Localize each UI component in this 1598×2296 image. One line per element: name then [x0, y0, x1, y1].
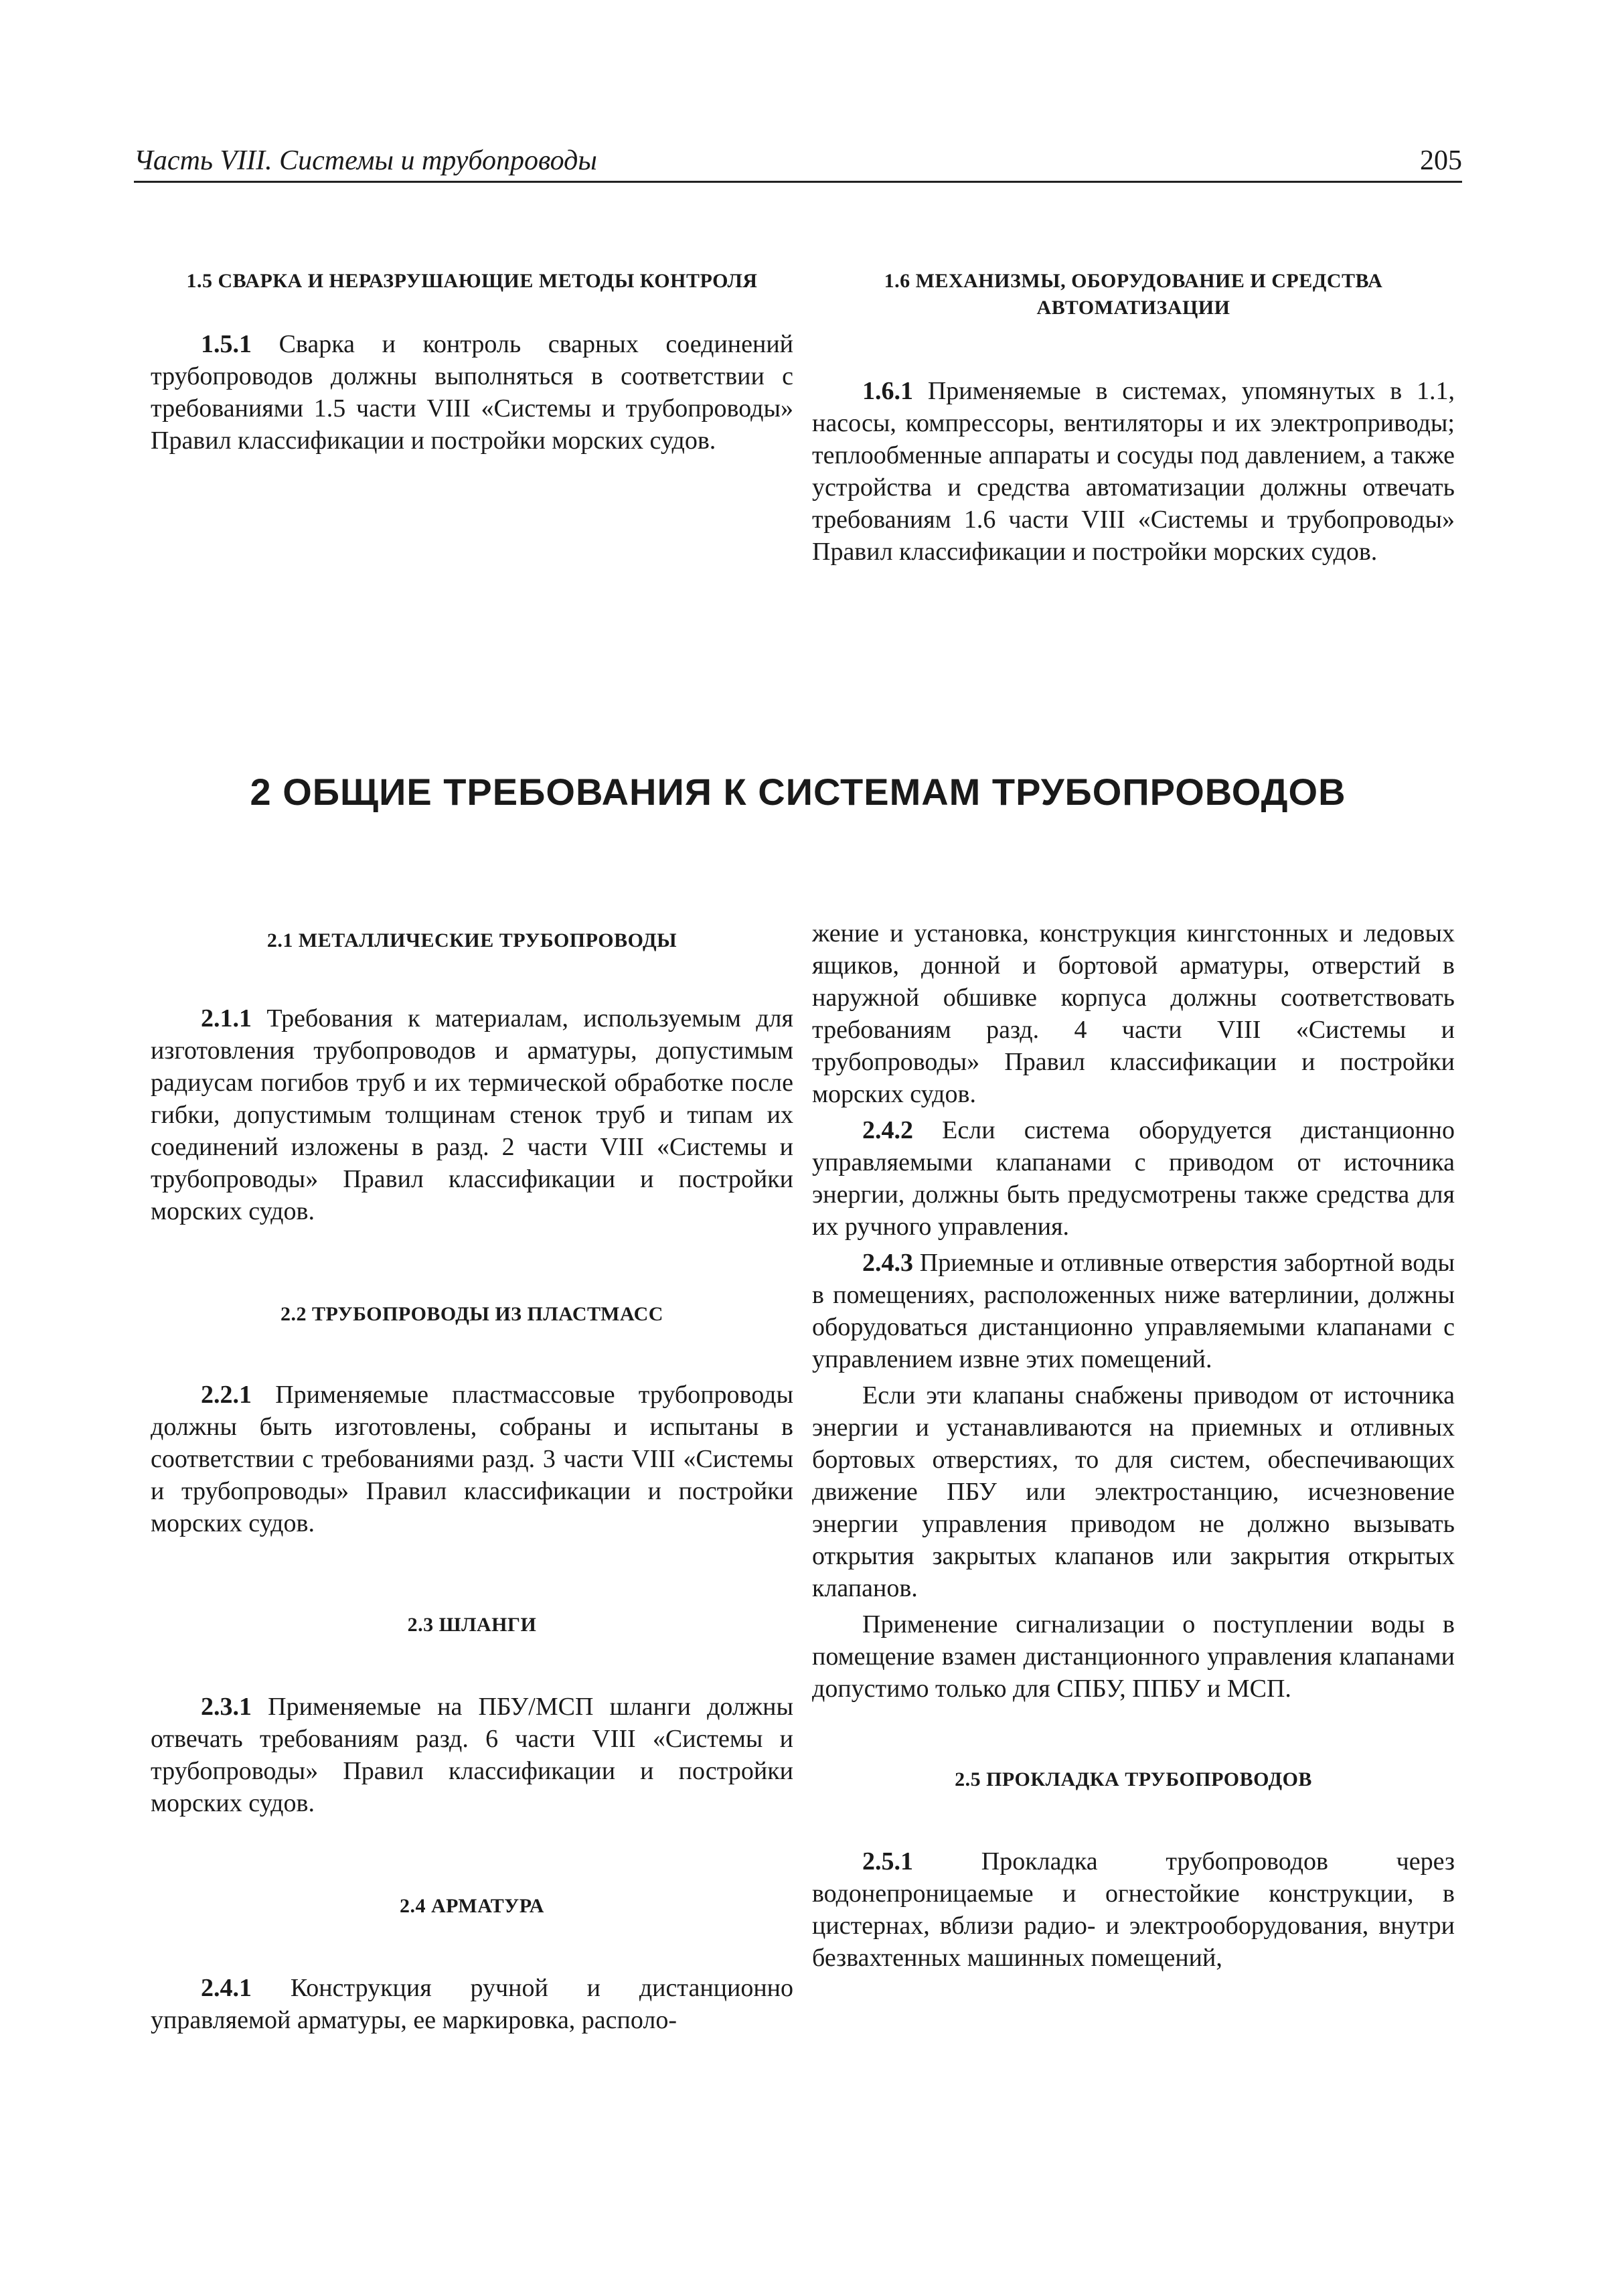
- paragraph-number: 1.6.1: [862, 377, 913, 405]
- page-number: 205: [1420, 145, 1462, 176]
- paragraph-number: 2.4.2: [862, 1116, 913, 1144]
- paragraph-text: Применяемые на ПБУ/МСП шланги должны отвечать требованиям разд. 6 части VIII «Системы и трубопроводы» Правил классификации и постройки морских судов.: [151, 1693, 793, 1817]
- paragraph-number: 2.2.1: [201, 1381, 252, 1409]
- section-1-5: [151, 268, 793, 457]
- paragraph-number: 2.3.1: [201, 1693, 252, 1721]
- paragraph-text: Сварка и контроль сварных соединений трубопроводов должны выполняться в соответствии с требованиями 1.5 части VIII «Системы и трубопроводы» Правил классификации и постройки морских судов.: [151, 330, 793, 455]
- section-heading-2-4: 2.4 АРМАТУРА: [400, 1895, 544, 1917]
- paragraph-2-4-1: [151, 1972, 793, 2036]
- paragraph-2-4-3-c: Применение сигнализации о поступлении воды в помещение взамен дистанционного управления клапанами допустимо только для СПБУ, ППБУ и МСП.: [812, 1610, 1455, 1703]
- paragraph-2-4-1-continued: жение и установка, конструкция кингстонных и ледовых ящиков, донной и бортовой арматуры, отверстий в наружной обшивке корпуса должны соответствовать требованиям разд. 4 части VIII «Системы и трубопроводы» Правил классификации и постройки морских судов.: [812, 919, 1455, 1108]
- paragraph-2-4-3-b: Если эти клапаны снабжены приводом от источника энергии и устанавливаются на приемных и отливных бортовых отверстиях, то для систем, обеспечивающих движение ПБУ или электростанцию, исчезновение энергии управления приводом не должно вызывать открытия закрытых клапанов или закрытия открытых клапанов.: [812, 1381, 1455, 1602]
- paragraph-text: Применяемые в системах, упомянутых в 1.1, насосы, компрессоры, вентиляторы и их электроприводы; теплообменные аппараты и сосуды под давлением, а также устройства и средства автоматизации должны отвечать требованиям 1.6 части VIII «Системы и трубопроводы» Правил классификации и постройки морских судов.: [812, 377, 1455, 566]
- paragraph-number: 2.4.3: [862, 1249, 913, 1277]
- section-heading-2-3: 2.3 ШЛАНГИ: [407, 1614, 537, 1636]
- paragraph-1-6-1: [812, 375, 1455, 568]
- section-heading-2-1: 2.1 МЕТАЛЛИЧЕСКИЕ ТРУБОПРОВОДЫ: [266, 929, 677, 951]
- paragraph-text: Если система оборудуется дистанционно управляемыми клапанами с приводом от источника энергии, должны быть предусмотрены также средства для их ручного управления.: [812, 1116, 1455, 1241]
- running-header: [134, 141, 1462, 183]
- paragraph-2-3-1: [151, 1691, 793, 1819]
- section-heading-1-5: 1.5 СВАРКА И НЕРАЗРУШАЮЩИЕ МЕТОДЫ КОНТРОЛЯ: [186, 270, 758, 292]
- paragraph-text: Прокладка трубопроводов через водонепроницаемые и огнестойкие конструкции, в цистернах, вблизи радио- и электрооборудования, внутри безвахтенных машинных помещений,: [812, 1847, 1455, 1972]
- paragraph-2-4-3: [812, 1247, 1455, 1375]
- paragraph-number: 2.1.1: [201, 1004, 252, 1032]
- paragraph-number: 2.4.1: [201, 1974, 252, 2002]
- paragraph-text: Конструкция ручной и дистанционно управляемой арматуры, ее маркировка, располо-: [151, 1974, 793, 2034]
- chapter-title: 2 ОБЩИЕ ТРЕБОВАНИЯ К СИСТЕМАМ ТРУБОПРОВОДОВ: [250, 771, 1346, 813]
- paragraph-2-1-1: [151, 1002, 793, 1227]
- paragraph-2-5-1: [812, 1845, 1455, 1974]
- paragraph-number: 2.5.1: [862, 1847, 913, 1876]
- header-part-title: Часть VIII. Системы и трубопроводы: [134, 145, 597, 176]
- section-heading-2-5: 2.5 ПРОКЛАДКА ТРУБОПРОВОДОВ: [955, 1768, 1312, 1790]
- paragraph-text: Требования к материалам, используемым для изготовления трубопроводов и арматуры, допустимым радиусам погибов труб и их термической обработке после гибки, допустимым толщинам стенок труб и типам их соединений изложены в разд. 2 части VIII «Системы и трубопроводы» Правил классификации и постройки морских судов.: [151, 1004, 793, 1225]
- right-column: [812, 917, 1455, 1974]
- paragraph-2-4-2: [812, 1114, 1455, 1243]
- section-heading-1-6: 1.6 МЕХАНИЗМЫ, ОБОРУДОВАНИЕ И СРЕДСТВА АВТОМАТИЗАЦИИ: [884, 270, 1383, 319]
- paragraph-2-2-1: [151, 1379, 793, 1539]
- paragraph-text: Применяемые пластмассовые трубопроводы должны быть изготовлены, собраны и испытаны в соответствии с требованиями разд. 3 части VIII «Системы и трубопроводы» Правил классификации и постройки морских судов.: [151, 1381, 793, 1537]
- paragraph-1-5-1: [151, 328, 793, 457]
- section-heading-2-2: 2.2 ТРУБОПРОВОДЫ ИЗ ПЛАСТМАСС: [281, 1303, 663, 1325]
- section-1-6: [812, 268, 1455, 568]
- paragraph-number: 1.5.1: [201, 330, 252, 358]
- paragraph-text: Приемные и отливные отверстия забортной воды в помещениях, расположенных ниже ватерлинии, должны оборудоваться дистанционно управляемыми клапанами с управлением извне этих помещений.: [812, 1249, 1455, 1373]
- left-column: [151, 927, 793, 2036]
